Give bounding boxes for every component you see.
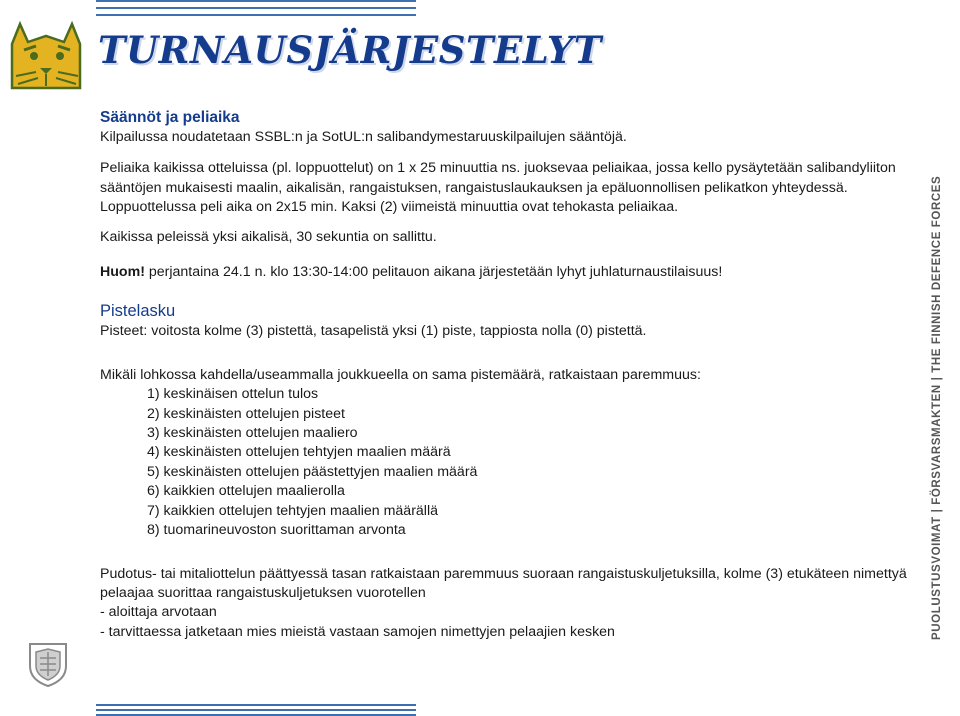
draw-item: - aloittaja arvotaan <box>100 604 217 621</box>
note-label: Huom! <box>100 264 145 281</box>
top-decor-lines <box>96 0 416 16</box>
tiebreak-criteria-list <box>100 385 920 540</box>
list-item: 7) kaikkien ottelujen tehtyjen maalien määrällä <box>147 502 439 519</box>
page-title: TURNAUSJÄRJESTELYT <box>98 28 602 72</box>
defence-forces-side-text: PUOLUSTUSVOIMAT | FÖRSVARSMAKTEN | THE FINNISH DEFENCE FORCES <box>931 175 943 640</box>
lynx-emblem-icon <box>6 14 88 94</box>
rules-text: Kilpailussa noudatetaan SSBL:n ja SotUL:n salibandymestaruuskilpailujen sääntöjä. <box>100 129 627 145</box>
content-body <box>100 108 920 642</box>
timeout-text: Kaikissa peleissä yksi aikalisä, 30 sekuntia on sallittu. <box>100 228 437 245</box>
list-item: 6) kaikkien ottelujen maalierolla <box>147 483 345 500</box>
points-heading: Pistelasku <box>100 302 176 321</box>
play-time-text: Peliaika kaikissa otteluissa (pl. loppuottelut) on 1 x 25 minuuttia ns. juoksevaa peliaikaa, jossa kello pysäytetään salibandyliiton sääntöjen mukaisesti maalin, aikalisän, rangaistuksen, rangaistuslaukauksen ja epäluonnollisen pelikatkon yhteydessä. Loppuottelussa peli aika on 2x15 min. Kaksi (2) viimeistä minuuttia ovat tehokasta peliaikaa. <box>100 160 896 216</box>
list-item: 5) keskinäisten ottelujen päästettyjen maalien määrä <box>147 463 478 480</box>
defence-forces-crest-icon <box>26 640 70 688</box>
draw-item: - tarvittaessa jatketaan mies mieistä vastaan samojen nimettyjen pelaajien kesken <box>100 623 615 640</box>
note-paragraph <box>100 263 920 282</box>
draw-text: Pudotus- tai mitaliottelun päättyessä tasan ratkaistaan paremmuus suoraan rangaistuskuljetuksilla, kolme (3) etukäteen nimettyä pelaajaa suorittaa rangaistuskuljetuksen vuorotellen <box>100 565 907 601</box>
tiebreak-intro: Mikäli lohkossa kahdella/useammalla joukkueella on sama pistemäärä, ratkaistaan paremmuus: <box>100 366 701 383</box>
list-item: 8) tuomarineuvoston suorittaman arvonta <box>147 522 406 539</box>
list-item: 2) keskinäisten ottelujen pisteet <box>147 405 345 422</box>
list-item: 4) keskinäisten ottelujen tehtyjen maalien määrä <box>147 444 451 461</box>
bottom-decor-lines <box>96 704 416 716</box>
list-item: 3) keskinäisten ottelujen maaliero <box>147 425 358 442</box>
rules-heading: Säännöt ja peliaika <box>100 109 240 126</box>
points-text: Pisteet: voitosta kolme (3) pistettä, tasapelistä yksi (1) piste, tappiosta nolla (0) pistettä. <box>100 323 647 340</box>
note-text: perjantaina 24.1 n. klo 13:30-14:00 pelitauon aikana järjestetään lyhyt juhlaturnaustilaisuus! <box>144 264 723 281</box>
list-item: 1) keskinäisen ottelun tulos <box>147 386 319 403</box>
